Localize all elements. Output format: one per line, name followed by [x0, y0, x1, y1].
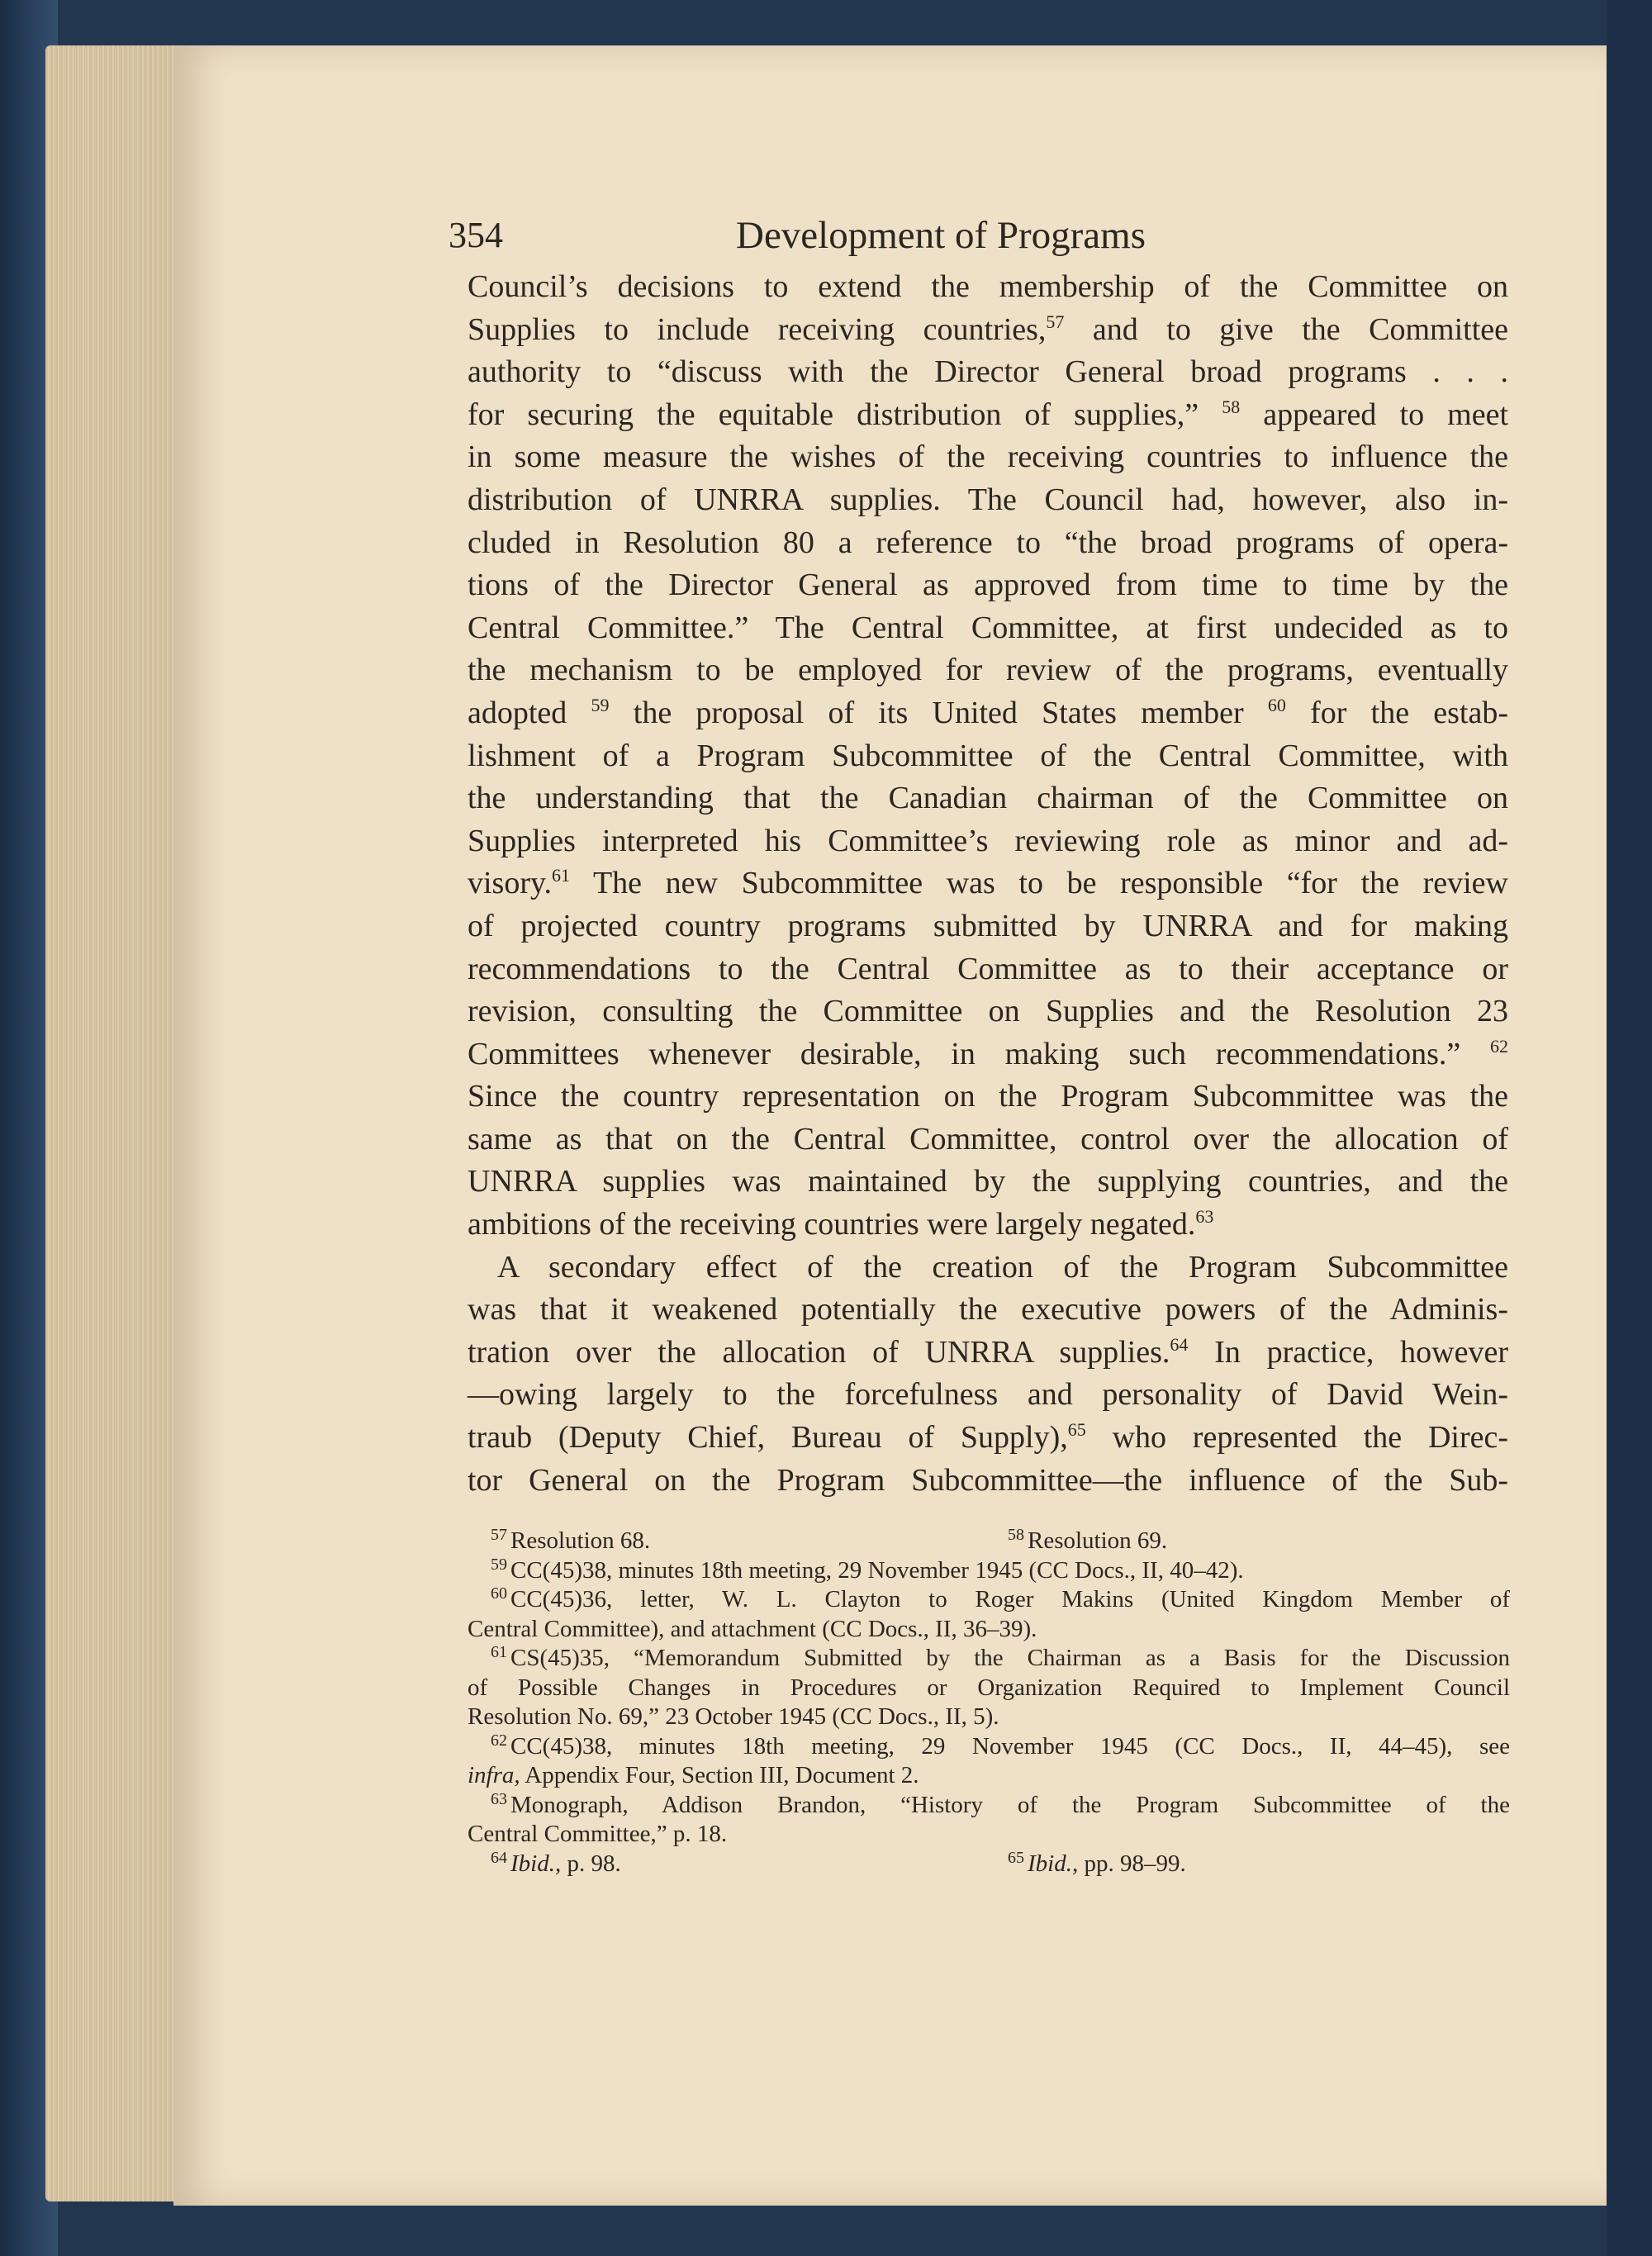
footnote-60-cont: Central Committee), and attachment (CC Docs., II, 36–39).: [468, 1615, 1037, 1642]
body-line: Supplies to include receiving countries,$^{57}$ and to give the Committee: [468, 311, 1508, 347]
body-line: cluded in Resolution 80 a reference to “the broad programs of opera-: [468, 525, 1508, 560]
body-line: the mechanism to be employed for review of the programs, eventually: [468, 653, 1508, 688]
footnote-ref[interactable]: 65: [1067, 1419, 1086, 1441]
footnote-58: $^{58}$ Resolution 69.: [1008, 1526, 1168, 1554]
body-line: recommendations to the Central Committee as to their acceptance or: [468, 951, 1508, 986]
body-line: visory.$^{61}$ The new Subcommittee was to be responsible “for the review: [468, 865, 1508, 901]
body-line: Committees whenever desirable, in making such recommendations.” $^{62}$: [468, 1035, 1509, 1071]
body-line: —owing largely to the forcefulness and personality of David Wein-: [468, 1377, 1508, 1413]
body-line: adopted $^{59}$ the proposal of its United States member $^{60}$ for the estab-: [468, 694, 1509, 730]
body-line: distribution of UNRRA supplies. The Council had, however, also in-: [468, 482, 1508, 517]
footnote-63: $^{63}$ Monograph, Addison Brandon, “History of the Program Subcommittee of the: [491, 1789, 1510, 1818]
body-line: tration over the allocation of UNRRA supplies.$^{64}$ In practice, however: [468, 1333, 1508, 1370]
footnote-ref[interactable]: 61: [552, 865, 571, 886]
footnote-row: [468, 1527, 1510, 1556]
footnote-ref[interactable]: 59: [591, 694, 610, 715]
footnote-64: $^{64}$ Ibid., p. 98.: [491, 1848, 621, 1877]
body-line: Supplies interpreted his Committee’s reviewing role as minor and ad-: [468, 823, 1508, 858]
body-line: A secondary effect of the creation of the Program Subcommittee: [497, 1249, 1508, 1285]
footnote-59: $^{59}$ CC(45)38, minutes 18th meeting, 29 November 1945 (CC Docs., II, 40–42).: [491, 1555, 1244, 1584]
footnote-61-cont: of Possible Changes in Procedures or Organization Required to Implement Council: [468, 1674, 1510, 1701]
footnote-ref[interactable]: 60: [1267, 694, 1286, 715]
footnote-ref[interactable]: 58: [1222, 396, 1241, 417]
footnotes: [468, 1527, 1510, 1878]
body-line: Council’s decisions to extend the membership of the Committee on: [468, 269, 1508, 304]
footnote-ref[interactable]: 64: [1170, 1333, 1189, 1355]
footnote-ref[interactable]: 62: [1490, 1035, 1509, 1057]
footnote-ref[interactable]: 57: [1046, 311, 1065, 332]
body-text: [468, 266, 1508, 1502]
footnote-62: $^{62}$ CC(45)38, minutes 18th meeting, 29 November 1945 (CC Docs., II, 44–45), see: [491, 1731, 1510, 1760]
body-line: in some measure the wishes of the receiving countries to influence the: [468, 439, 1508, 475]
footnote-61-cont: Resolution No. 69,” 23 October 1945 (CC Docs., II, 5).: [468, 1703, 999, 1730]
body-line: authority to “discuss with the Director General broad programs . . .: [468, 354, 1508, 390]
body-line: Since the country representation on the Program Subcommittee was the: [468, 1079, 1508, 1114]
body-line: Central Committee.” The Central Committee, at first undecided as to: [468, 610, 1508, 645]
body-line: ambitions of the receiving countries were largely negated.$^{63}$: [468, 1206, 1214, 1242]
footnote-row: [468, 1850, 1510, 1879]
footnote-60: $^{60}$ CC(45)36, letter, W. L. Clayton to Roger Makins (United Kingdom Member of: [491, 1584, 1510, 1612]
book-cover-right: [1607, 0, 1652, 2256]
body-line: traub (Deputy Chief, Bureau of Supply),$^{65}$ who represented the Direc-: [468, 1419, 1508, 1456]
body-line: UNRRA supplies was maintained by the supplying countries, and the: [468, 1164, 1508, 1199]
footnote-65: $^{65}$ Ibid., pp. 98–99.: [1008, 1848, 1186, 1877]
page-title: Development of Programs: [736, 214, 1146, 257]
footnote-61: $^{61}$ CS(45)35, “Memorandum Submitted by the Chairman as a Basis for the Discussion: [491, 1643, 1510, 1671]
body-line: same as that on the Central Committee, control over the allocation of: [468, 1121, 1508, 1156]
body-line: of projected country programs submitted by UNRRA and for making: [468, 908, 1508, 943]
body-line: for securing the equitable distribution of supplies,” $^{58}$ appeared to meet: [468, 396, 1509, 432]
footnote-62-cont: infra, Appendix Four, Section III, Document 2.: [468, 1762, 919, 1788]
footnote-57: $^{57}$ Resolution 68.: [491, 1526, 651, 1554]
body-line: tions of the Director General as approved from time to time by the: [468, 568, 1508, 603]
body-line: lishment of a Program Subcommittee of the Central Committee, with: [468, 738, 1508, 773]
footnote-63-cont: Central Committee,” p. 18.: [468, 1821, 728, 1847]
running-head: [449, 211, 1522, 260]
body-line: was that it weakened potentially the executive powers of the Adminis-: [468, 1292, 1508, 1327]
body-line: revision, consulting the Committee on Supplies and the Resolution 23: [468, 994, 1508, 1029]
body-line: tor General on the Program Subcommittee—the influence of the Sub-: [468, 1462, 1508, 1498]
footnote-ref[interactable]: 63: [1195, 1206, 1214, 1228]
body-line: the understanding that the Canadian chairman of the Committee on: [468, 781, 1508, 816]
page-number: 354: [449, 215, 503, 255]
